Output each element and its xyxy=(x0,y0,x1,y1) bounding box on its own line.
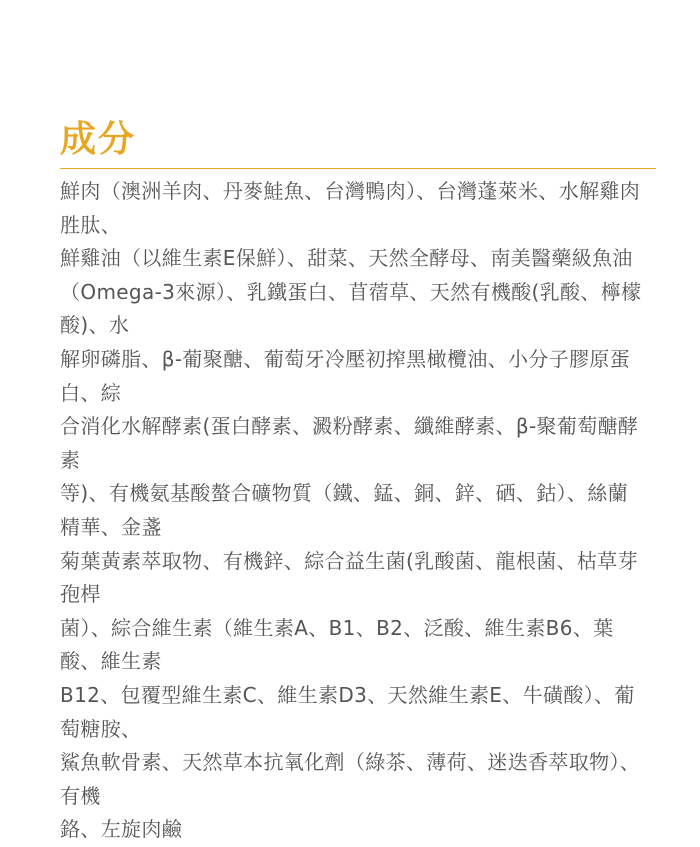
section-heading: 成分 xyxy=(60,119,137,160)
ingredients-list: 鮮肉（澳洲羊肉、丹麥鮭魚、台灣鴨肉）、台灣蓬萊米、水解雞肉胜肽、 鮮雞油（以維生素E保鮮）、甜菜、天然全酵母、南美醫藥級魚油 （Omega-3來源）、乳鐵蛋白、苜蓿草、天然有機酸(乳酸、檸檬酸)、水 解卵磷脂、β-葡聚醣、葡萄牙冷壓初搾黑橄欖油、小分子膠原蛋白、綜 合消化水解酵素(蛋白酵素、澱粉酵素、纖維酵素、β-聚葡萄醣酵素 等)、有機氨基酸螯合礦物質（鐵、錳、銅、鋅、硒、鈷）、絲蘭精華、金盞 菊葉黃素萃取物、有機鋅、綜合益生菌(乳酸菌、龍根菌、枯草芽孢桿 菌）、綜合維生素（維生素A、B1、B2、泛酸、維生素B6、葉酸、維生素 B12、包覆型維生素C、維生素D3、天然維生素E、牛磺酸）、葡萄糖胺、 鯊魚軟骨素、天然草本抗氧化劑（綠茶、薄荷、迷迭香萃取物）、有機 鉻、左旋肉鹼 xyxy=(60,179,642,842)
heading-divider xyxy=(60,168,656,169)
